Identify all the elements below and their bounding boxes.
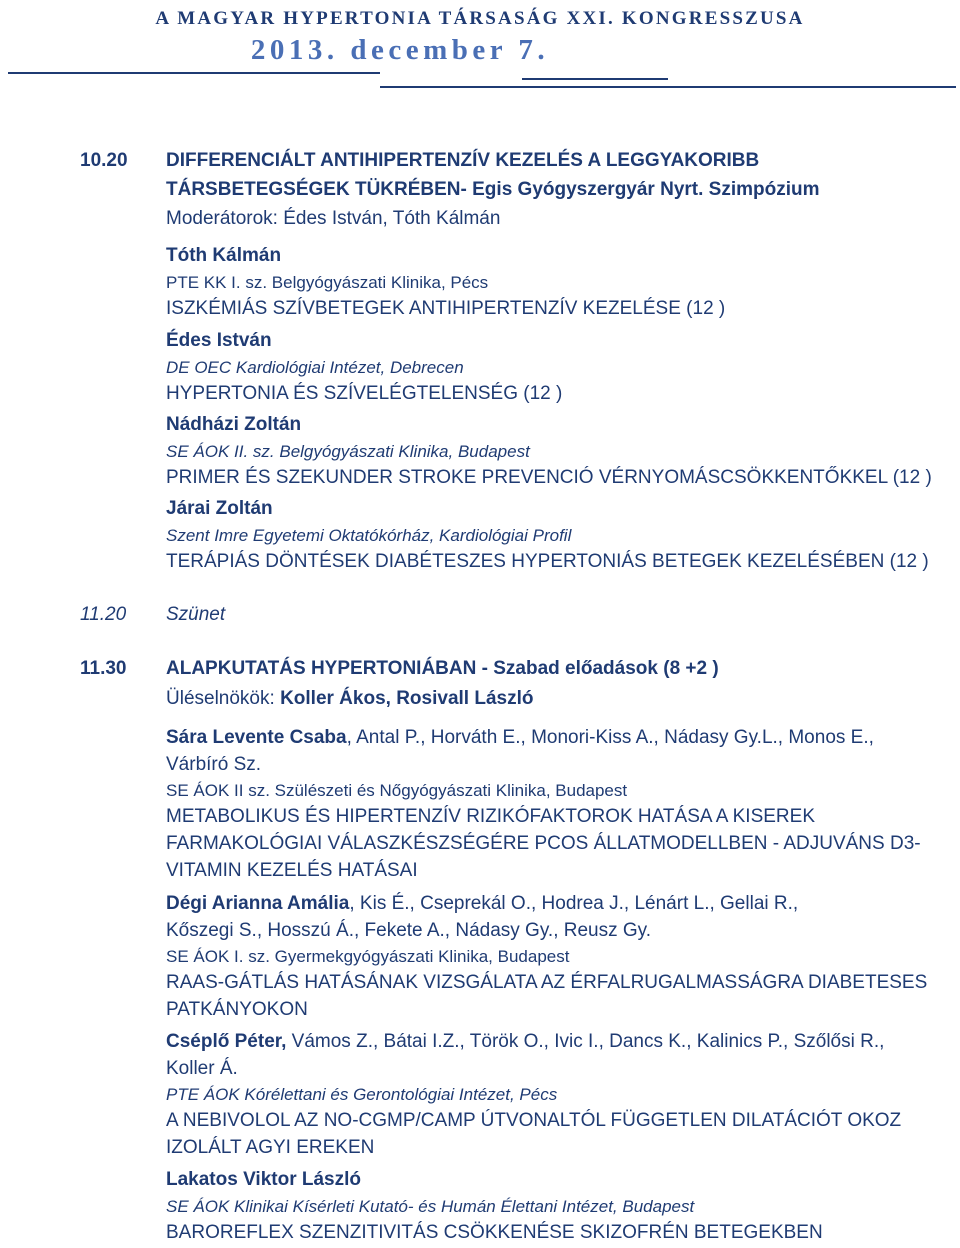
chairs [166,687,533,711]
speaker-name: Tóth Kálmán [166,245,282,266]
first-author: Sára Levente Csaba [166,727,347,748]
talk-title: VITAMIN KEZELÉS HATÁSAI [166,860,418,881]
talk-title: ISZKÉMIÁS SZÍVBETEGEK ANTIHIPERTENZÍV KEZELÉSE (12 ) [166,298,726,319]
coauthors: Várbíró Sz. [166,754,262,775]
coauthors: , Antal P., Horváth E., Monori-Kiss A., Nádasy Gy.L., Monos E., [346,727,874,748]
talk-title: PATKÁNYOKON [166,999,308,1020]
authors [166,1030,884,1054]
chair-names: Koller Ákos, Rosivall László [280,688,534,709]
header-divider [8,72,380,74]
affiliation: PTE KK I. sz. Belgyógyászati Klinika, Pécs [166,273,489,292]
talk-title: TERÁPIÁS DÖNTÉSEK DIABÉTESZES HYPERTONIÁS BETEGEK KEZELÉSÉBEN (12 ) [166,551,929,572]
affiliation: DE OEC Kardiológiai Intézet, Debrecen [166,358,464,377]
talk-title: METABOLIKUS ÉS HIPERTENZÍV RIZIKÓFAKTOROK HATÁSA A KISEREK [166,806,815,827]
session-title [166,657,719,681]
header-divider [522,78,668,80]
moderators [166,207,500,231]
coauthors: Kőszegi S., Hosszú Á., Fekete A., Nádasy Gy., Reusz Gy. [166,920,652,941]
talk-title: IZOLÁLT AGYI EREKEN [166,1137,375,1158]
session-time: 10.20 [80,150,128,171]
chairs-label: Üléselnökök: [166,688,281,709]
affiliation: Szent Imre Egyetemi Oktatókórház, Kardiológiai Profil [166,526,572,545]
talk-title: BAROREFLEX SZENZITIVITÁS CSÖKKENÉSE SKIZOFRÉN BETEGEKBEN [166,1222,823,1243]
moderators-label: Moderátorok: [166,208,284,229]
talk-title: A NEBIVOLOL AZ NO-CGMP/CAMP ÚTVONALTÓL FÜGGETLEN DILATÁCIÓT OKOZ [166,1110,902,1131]
coauthors: Koller Á. [166,1058,238,1079]
moderator-names: Édes István, Tóth Kálmán [283,208,501,229]
break-label: Szünet [166,604,226,625]
speaker-name: Édes István [166,330,272,351]
session-title: TÁRSBETEGSÉGEK TÜKRÉBEN- Egis Gyógyszergyár Nyrt. Szimpózium [166,179,820,200]
authors [166,892,798,916]
congress-date: 2013. december 7. [250,34,550,66]
session-time: 11.30 [80,658,127,679]
affiliation: SE ÁOK Klinikai Kísérleti Kutató- és Humán Élettani Intézet, Budapest [166,1197,695,1216]
coauthors: , Kis É., Cseprekál O., Hodrea J., Lénárt L., Gellai R., [349,893,799,914]
break-time: 11.20 [80,604,127,625]
congress-title: A MAGYAR HYPERTONIA TÁRSASÁG XXI. KONGRESSZUSA [155,8,805,29]
session-title: DIFFERENCIÁLT ANTIHIPERTENZÍV KEZELÉS A LEGGYAKORIBB [166,150,760,171]
first-author: Cséplő Péter, [166,1031,287,1052]
speaker-name: Nádházi Zoltán [166,414,302,435]
first-author: Lakatos Viktor László [166,1169,361,1190]
talk-title: RAAS-GÁTLÁS HATÁSÁNAK VIZSGÁLATA AZ ÉRFALRUGALMASSÁGRA DIABETESES [166,972,928,993]
talk-title: FARMAKOLÓGIAI VÁLASZKÉSZSÉGÉRE PCOS ÁLLATMODELLBEN - ADJUVÁNS D3- [166,833,921,854]
session-title-main: ALAPKUTATÁS HYPERTONIÁBAN [166,658,477,679]
coauthors: Vámos Z., Bátai I.Z., Török O., Ivic I., Dancs K., Kalinics P., Szőlősi R., [286,1031,885,1052]
affiliation: SE ÁOK II sz. Szülészeti és Nőgyógyászati Klinika, Budapest [166,781,628,800]
affiliation: SE ÁOK I. sz. Gyermekgyógyászati Klinika, Budapest [166,947,570,966]
session-title-sub: - Szabad előadások (8 +2 ) [476,658,719,679]
first-author: Dégi Arianna Amália [166,893,350,914]
speaker-name: Járai Zoltán [166,498,273,519]
affiliation: PTE ÁOK Kórélettani és Gerontológiai Intézet, Pécs [166,1085,558,1104]
authors [166,726,874,750]
affiliation: SE ÁOK II. sz. Belgyógyászati Klinika, Budapest [166,442,530,461]
talk-title: HYPERTONIA ÉS SZÍVELÉGTELENSÉG (12 ) [166,383,563,404]
talk-title: PRIMER ÉS SZEKUNDER STROKE PREVENCIÓ VÉRNYOMÁSCSÖKKENTŐKKEL (12 ) [166,467,932,488]
header-divider [380,86,956,88]
